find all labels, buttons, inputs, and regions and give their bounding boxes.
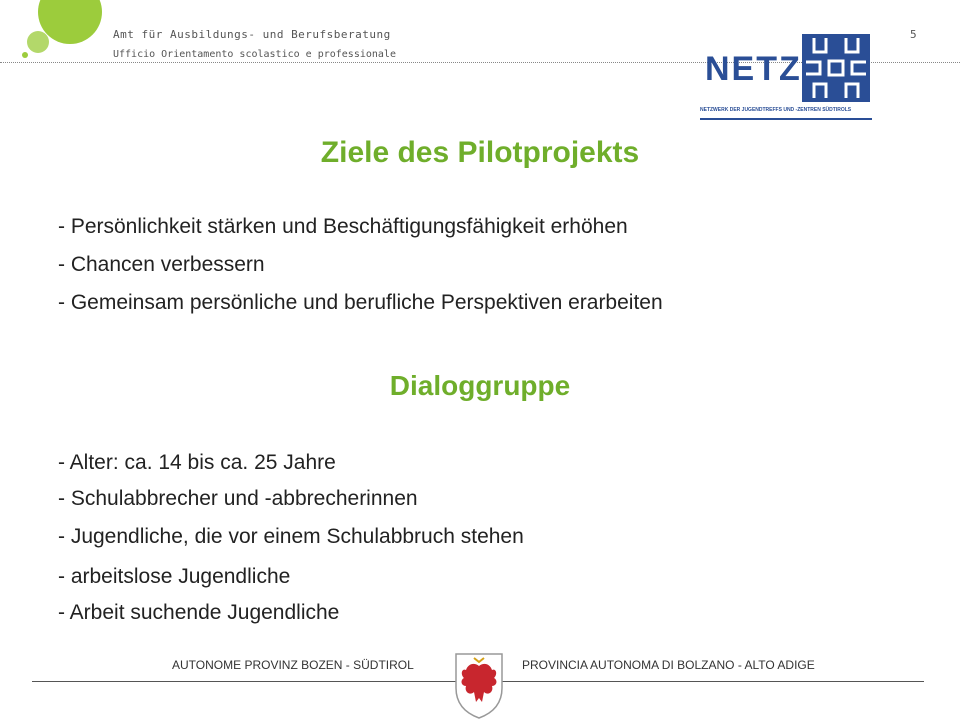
section-title-target-group: Dialoggruppe — [389, 370, 571, 401]
eagle-crest-icon — [452, 652, 506, 720]
office-name-german: Amt für Ausbildungs- und Berufsberatung — [113, 28, 391, 41]
netz-logo — [700, 34, 872, 122]
target-group-item: - Alter: ca. 14 bis ca. 25 Jahre — [58, 451, 336, 474]
target-group-item: - Schulabbrecher und -abbrecherinnen — [58, 487, 418, 510]
page-number: 5 — [910, 28, 917, 41]
goal-item: - Persönlichkeit stärken und Beschäftigungsfähigkeit erhöhen — [58, 215, 628, 238]
target-group-item: - Jugendliche, die vor einem Schulabbruch stehen — [58, 525, 524, 548]
target-group-item: - arbeitslose Jugendliche — [58, 565, 291, 588]
netz-underline — [700, 118, 872, 120]
netz-wordmark: NETZ — [705, 50, 802, 88]
section-title-goals: Ziele des Pilotprojekts — [320, 136, 640, 169]
target-group-item: - Arbeit suchende Jugendliche — [58, 601, 340, 624]
office-name-italian: Ufficio Orientamento scolastico e professionale — [113, 49, 396, 60]
goal-item: - Chancen verbessern — [58, 253, 265, 276]
goal-item: - Gemeinsam persönliche und berufliche Perspektiven erarbeiten — [58, 291, 663, 314]
netz-tagline: NETZWERK DER JUGENDTREFFS UND -ZENTREN SÜDTIROLS — [700, 107, 852, 113]
green-circles-logo — [0, 0, 110, 70]
netz-mark-icon — [802, 34, 870, 102]
footer-province-german: AUTONOME PROVINZ BOZEN - SÜDTIROL — [172, 658, 414, 672]
footer-province-italian: PROVINCIA AUTONOMA DI BOLZANO - ALTO ADIGE — [522, 658, 815, 672]
